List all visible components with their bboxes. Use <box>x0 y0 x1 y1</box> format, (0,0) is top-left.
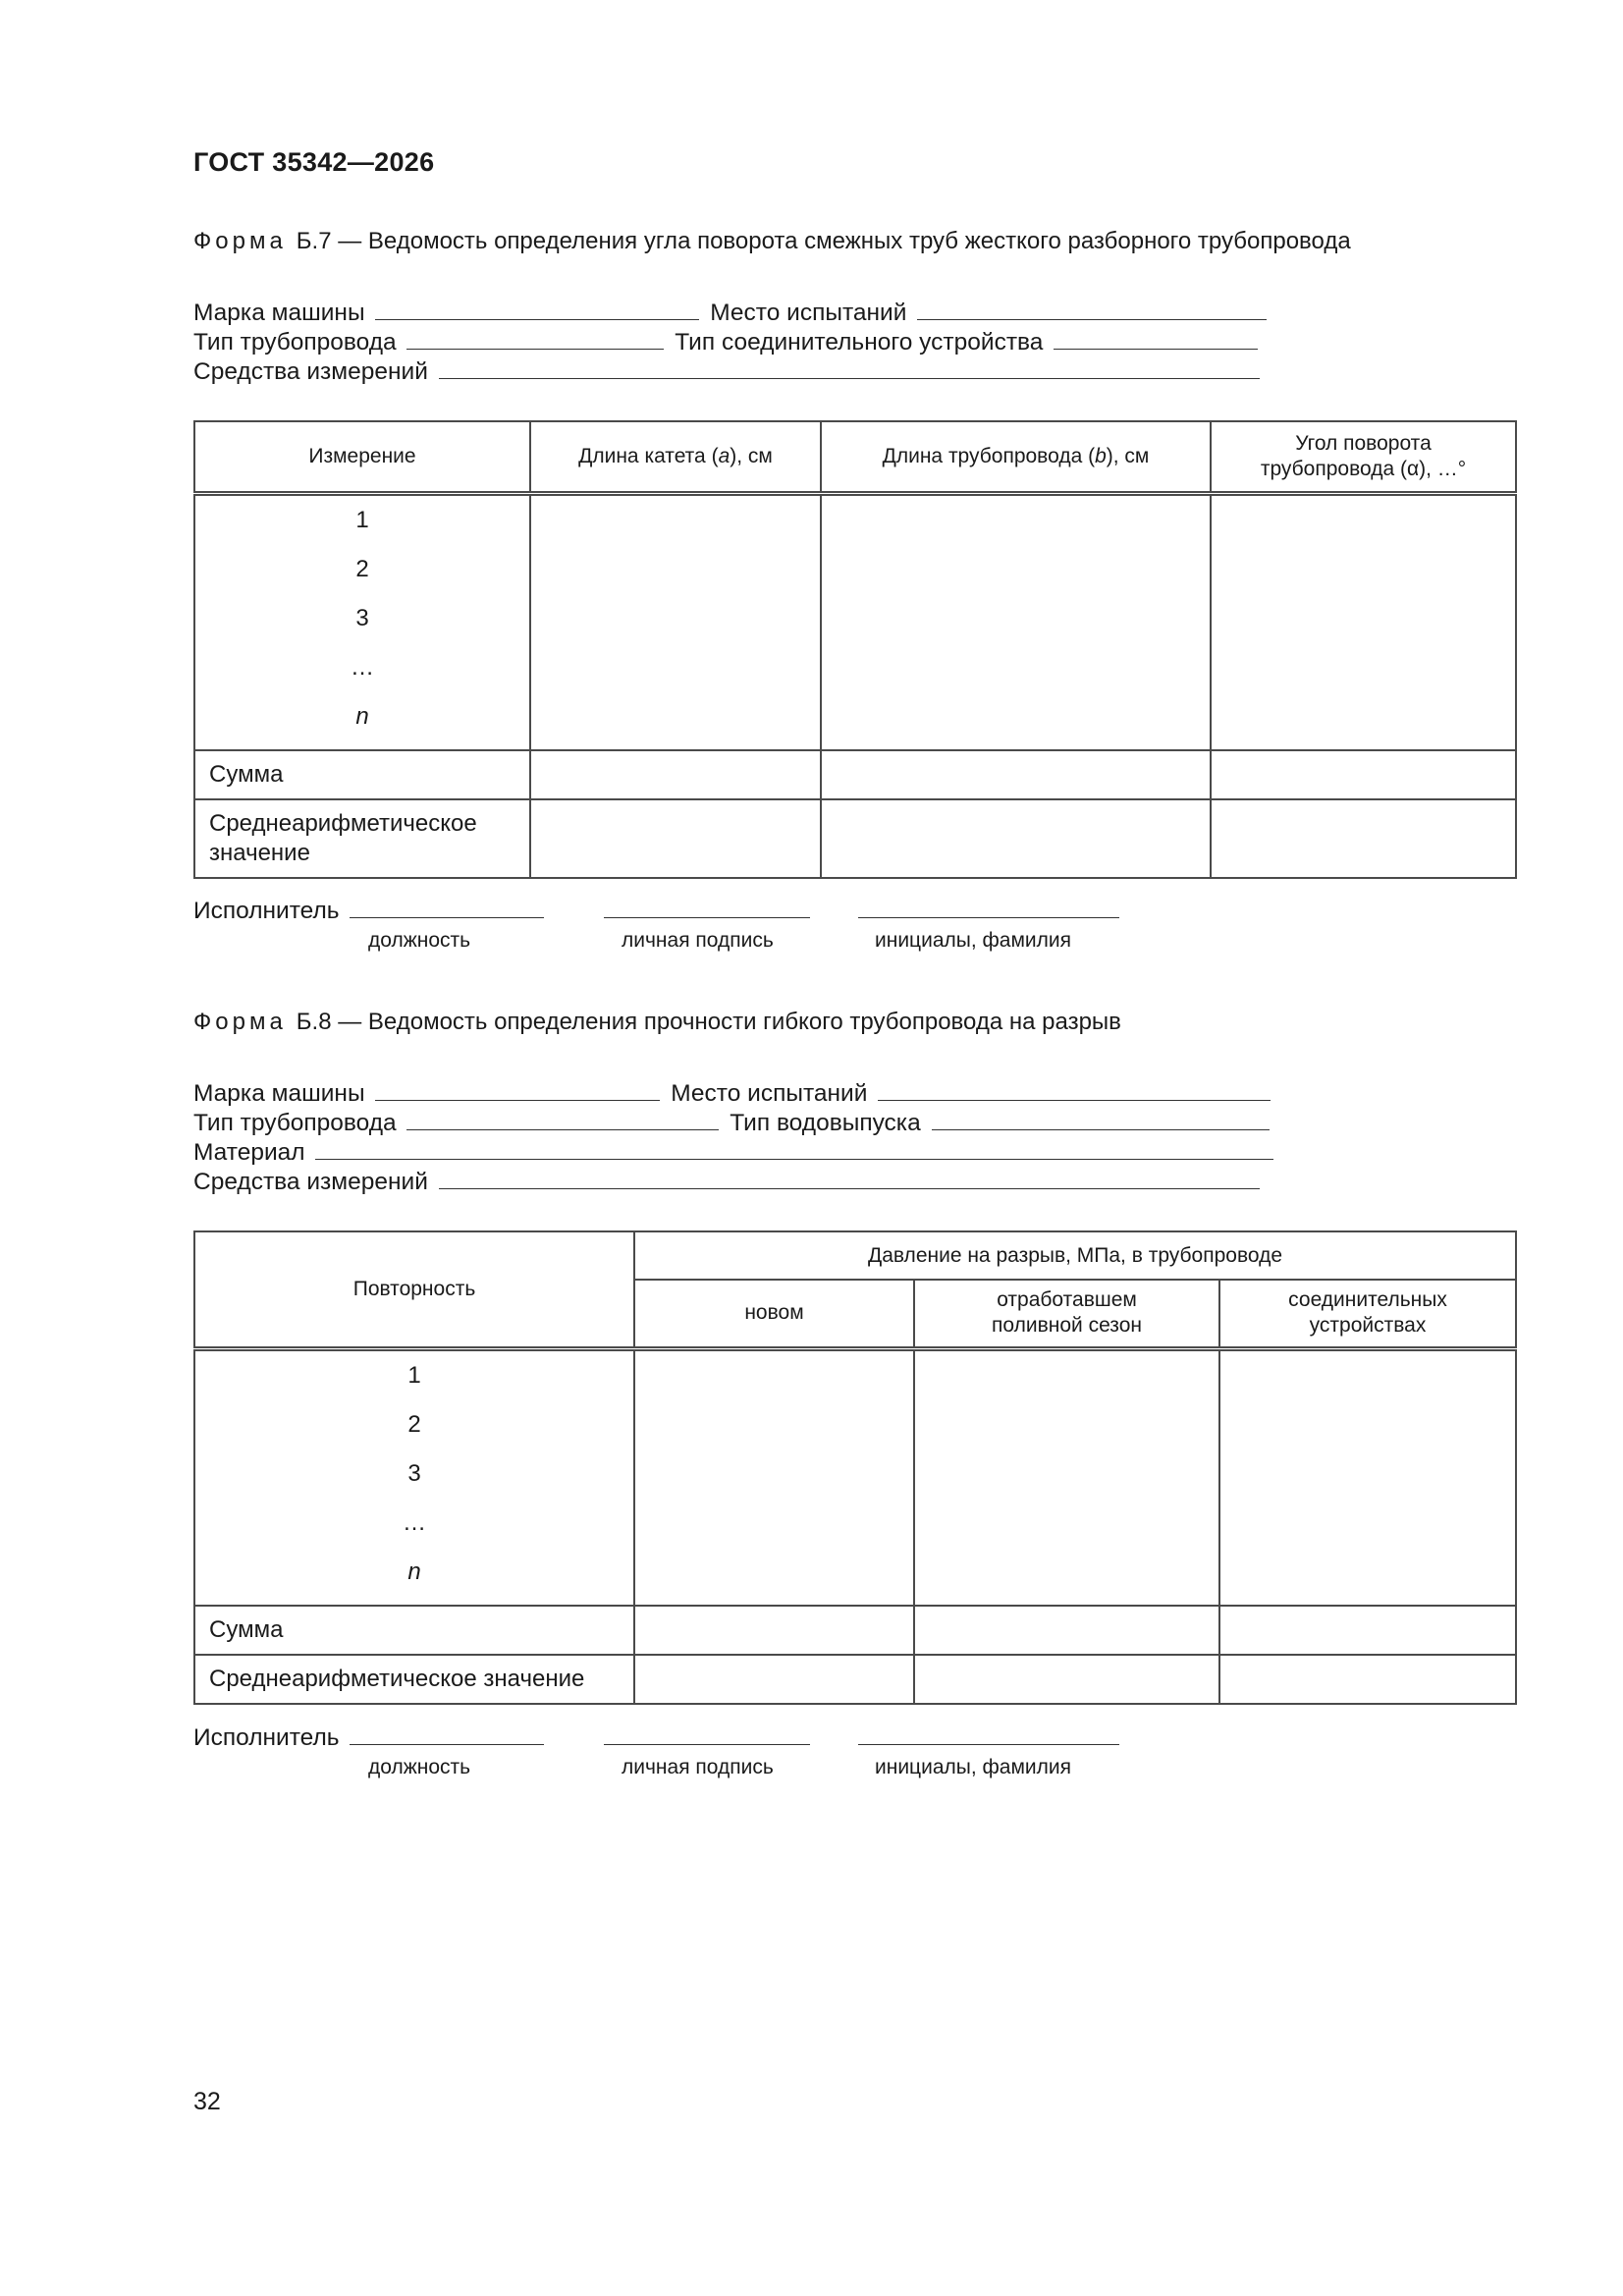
form-b8-fields-row4 <box>193 1167 1264 1197</box>
material-blank[interactable] <box>315 1137 1273 1160</box>
executor-signature-caption: личная подпись <box>622 929 774 952</box>
sum-cell[interactable] <box>1219 1606 1516 1655</box>
table-header-row-1 <box>194 1231 1516 1280</box>
outlet-type-label: Тип водовыпуска <box>730 1110 921 1136</box>
form-b7-title-text: Б.7 — Ведомость определения угла поворота смежных труб жесткого разборного трубопровода <box>296 228 1351 254</box>
row-number: 2 <box>355 555 369 582</box>
machine-brand-label: Марка машины <box>193 300 365 326</box>
pipeline-type-blank[interactable] <box>406 327 664 350</box>
sum-cell[interactable] <box>530 750 821 799</box>
form-b8-prefix: Форма <box>193 1009 287 1035</box>
form-b7-fields-row3 <box>193 356 1264 387</box>
mean-cell[interactable] <box>530 799 821 878</box>
executor-label: Исполнитель <box>193 898 340 924</box>
machine-brand-blank[interactable] <box>375 1078 660 1101</box>
header-new: новом <box>634 1280 914 1348</box>
mean-cell[interactable] <box>914 1655 1219 1704</box>
mean-label: Среднеарифметическое значение <box>194 1655 634 1704</box>
row-numbers-cell <box>194 493 530 750</box>
measuring-tools-blank[interactable] <box>439 356 1260 379</box>
connector-cell[interactable] <box>1219 1348 1516 1606</box>
table-row-sum <box>194 750 1516 799</box>
header-repetition: Повторность <box>194 1231 634 1348</box>
connector-type-label: Тип соединительного устройства <box>675 329 1044 355</box>
executor-name-caption: инициалы, фамилия <box>875 1756 1071 1778</box>
outlet-type-blank[interactable] <box>932 1108 1270 1130</box>
sum-label: Сумма <box>194 1606 634 1655</box>
pipeline-type-label: Тип трубопровода <box>193 1110 397 1136</box>
row-number: 1 <box>355 506 369 533</box>
table-row-mean <box>194 1655 1516 1704</box>
form-b8-title-text: Б.8 — Ведомость определения прочности гибкого трубопровода на разрыв <box>296 1009 1121 1035</box>
row-number: … <box>351 653 374 681</box>
executor-position-caption: должность <box>368 1756 471 1778</box>
row-number: 3 <box>407 1459 421 1487</box>
pipeline-type-label: Тип трубопровода <box>193 329 397 355</box>
sum-label: Сумма <box>194 750 530 799</box>
sum-cell[interactable] <box>914 1606 1219 1655</box>
sum-cell[interactable] <box>821 750 1211 799</box>
rotation-angle-cell[interactable] <box>1211 493 1516 750</box>
header-connectors: соединительных устройствах <box>1219 1280 1516 1348</box>
form-b7-fields-row2 <box>193 327 1262 357</box>
mean-cell[interactable] <box>634 1655 914 1704</box>
row-number: 3 <box>355 604 369 631</box>
row-number: n <box>407 1558 421 1585</box>
header-pipeline-length: Длина трубопровода (b), см <box>821 421 1211 493</box>
header-burst-pressure: Давление на разрыв, МПа, в трубопроводе <box>634 1231 1516 1280</box>
measuring-tools-label: Средства измерений <box>193 358 428 385</box>
machine-brand-blank[interactable] <box>375 298 699 320</box>
row-number: n <box>355 702 369 730</box>
material-label: Материал <box>193 1139 305 1166</box>
pipeline-length-cell[interactable] <box>821 493 1211 750</box>
mean-label: Среднеарифметическое значение <box>194 799 530 878</box>
executor-name-blank[interactable] <box>858 896 1119 918</box>
test-place-label: Место испытаний <box>710 300 907 326</box>
form-b7-fields-row1 <box>193 298 1271 328</box>
form-b8-table <box>193 1230 1517 1705</box>
form-b8-executor <box>193 1722 1123 1752</box>
row-number: 2 <box>407 1410 421 1438</box>
form-b7-table <box>193 420 1517 879</box>
mean-cell[interactable] <box>1211 799 1516 878</box>
measuring-tools-label: Средства измерений <box>193 1169 428 1195</box>
table-row-sum <box>194 1606 1516 1655</box>
executor-signature-blank[interactable] <box>604 896 810 918</box>
executor-name-blank[interactable] <box>858 1722 1119 1745</box>
measuring-tools-blank[interactable] <box>439 1167 1260 1189</box>
table-header-row <box>194 421 1516 493</box>
form-b8-fields-row2 <box>193 1108 1273 1138</box>
mean-cell[interactable] <box>1219 1655 1516 1704</box>
executor-signature-blank[interactable] <box>604 1722 810 1745</box>
executor-position-blank[interactable] <box>350 896 544 918</box>
row-number: 1 <box>407 1361 421 1389</box>
executor-label: Исполнитель <box>193 1724 340 1751</box>
used-pipe-cell[interactable] <box>914 1348 1219 1606</box>
page-number: 32 <box>193 2088 221 2115</box>
mean-cell[interactable] <box>821 799 1211 878</box>
table-row-measurements <box>194 493 1516 750</box>
row-numbers-cell <box>194 1348 634 1606</box>
form-b8-title <box>193 1009 1121 1036</box>
document-code: ГОСТ 35342—2026 <box>193 147 435 177</box>
test-place-blank[interactable] <box>917 298 1267 320</box>
sum-cell[interactable] <box>634 1606 914 1655</box>
table-row-measurements <box>194 1348 1516 1606</box>
leg-length-cell[interactable] <box>530 493 821 750</box>
sum-cell[interactable] <box>1211 750 1516 799</box>
executor-name-caption: инициалы, фамилия <box>875 929 1071 952</box>
test-place-label: Место испытаний <box>671 1080 868 1107</box>
executor-position-blank[interactable] <box>350 1722 544 1745</box>
table-row-mean <box>194 799 1516 878</box>
form-b7-executor <box>193 896 1123 925</box>
header-measurement: Измерение <box>194 421 530 493</box>
connector-type-blank[interactable] <box>1054 327 1258 350</box>
form-b7-title <box>193 228 1351 255</box>
executor-signature-caption: личная подпись <box>622 1756 774 1778</box>
header-used-season: отработавшем поливной сезон <box>914 1280 1219 1348</box>
header-rotation-angle: Угол поворота трубопровода (α), …° <box>1211 421 1516 493</box>
test-place-blank[interactable] <box>878 1078 1271 1101</box>
form-b8-fields-row1 <box>193 1078 1274 1109</box>
form-b7-prefix: Форма <box>193 228 287 254</box>
pipeline-type-blank[interactable] <box>406 1108 719 1130</box>
form-b8-fields-row3 <box>193 1137 1277 1168</box>
executor-position-caption: должность <box>368 929 471 952</box>
machine-brand-label: Марка машины <box>193 1080 365 1107</box>
row-number: … <box>403 1508 426 1536</box>
header-leg-length: Длина катета (a), см <box>530 421 821 493</box>
new-pipe-cell[interactable] <box>634 1348 914 1606</box>
